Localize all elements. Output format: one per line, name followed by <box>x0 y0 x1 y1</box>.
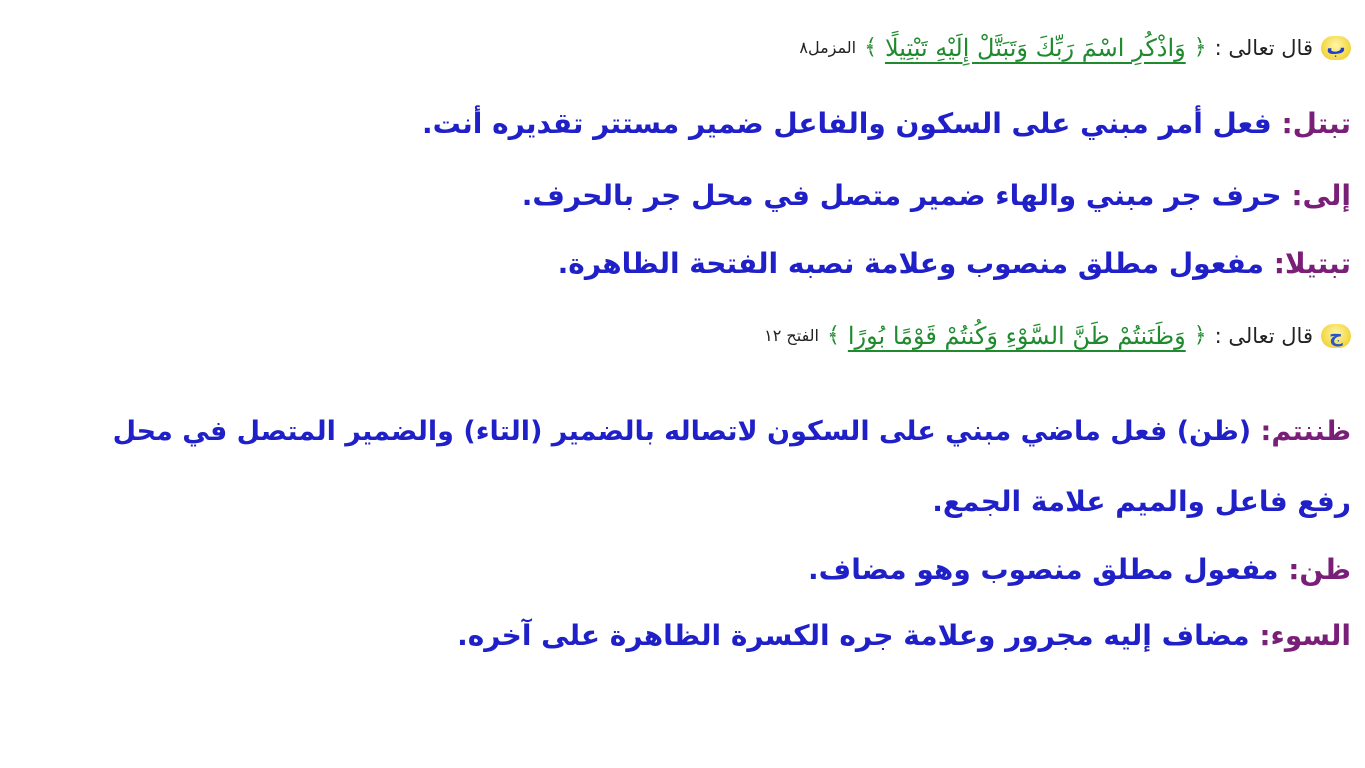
verse-j-intro: قال تعالى : <box>1214 324 1313 348</box>
verse-b-reference: المزمل٨ <box>799 38 857 57</box>
analysis-b-line-1 <box>422 104 1351 144</box>
analysis-term: ظن: <box>1288 553 1351 586</box>
analysis-j-line-3 <box>808 550 1351 590</box>
analysis-term: إلى: <box>1291 179 1351 212</box>
analysis-desc: مضاف إليه مجرور وعلامة جره الكسرة الظاهرة على آخره. <box>457 619 1260 652</box>
verse-j-reference: الفتح ١٢ <box>764 326 819 345</box>
analysis-term: تبتل: <box>1281 107 1351 140</box>
analysis-j-line-2 <box>932 482 1351 522</box>
analysis-desc: فعل أمر مبني على السكون والفاعل ضمير مستتر تقديره أنت. <box>421 107 1282 140</box>
analysis-b-line-2 <box>522 176 1351 216</box>
analysis-j-line-4 <box>457 616 1351 656</box>
verse-j-open-ornament: ﴿ <box>1193 323 1207 348</box>
verse-b-badge: ب <box>1321 36 1351 60</box>
analysis-term: ظننتم: <box>1260 416 1351 447</box>
analysis-desc: (ظن) فعل ماضي مبني على السكون لاتصاله بالضمير (التاء) والضمير المتصل في محل <box>112 416 1261 447</box>
analysis-desc: مفعول مطلق منصوب وعلامة نصبه الفتحة الظاهرة. <box>557 247 1274 280</box>
analysis-b-line-3 <box>558 244 1351 284</box>
analysis-desc: حرف جر مبني والهاء ضمير متصل في محل جر بالحرف. <box>521 179 1292 212</box>
verse-b-intro: قال تعالى : <box>1214 36 1313 60</box>
verse-j-quran-text: وَظَنَنتُمْ ظَنَّ السَّوْءِ وَكُنتُمْ قَوْمًا بُورًا <box>847 322 1186 350</box>
analysis-desc: رفع فاعل والميم علامة الجمع. <box>932 485 1351 518</box>
verse-b-open-ornament: ﴿ <box>1193 35 1207 60</box>
verse-j-close-ornament: ﴾ <box>826 323 840 348</box>
analysis-j-line-1 <box>113 412 1351 452</box>
verse-b-line <box>799 28 1351 68</box>
verse-b-quran-text: وَاذْكُرِ اسْمَ رَبِّكَ وَتَبَتَّلْ إِلَيْهِ تَبْتِيلًا <box>884 34 1186 62</box>
verse-j-line <box>764 316 1351 356</box>
analysis-term: السوء: <box>1259 619 1351 652</box>
analysis-desc: مفعول مطلق منصوب وهو مضاف. <box>808 553 1289 586</box>
verse-b-close-ornament: ﴾ <box>864 35 877 60</box>
verse-j-badge: ج <box>1321 324 1351 348</box>
analysis-term: تبتيلا: <box>1273 247 1351 280</box>
